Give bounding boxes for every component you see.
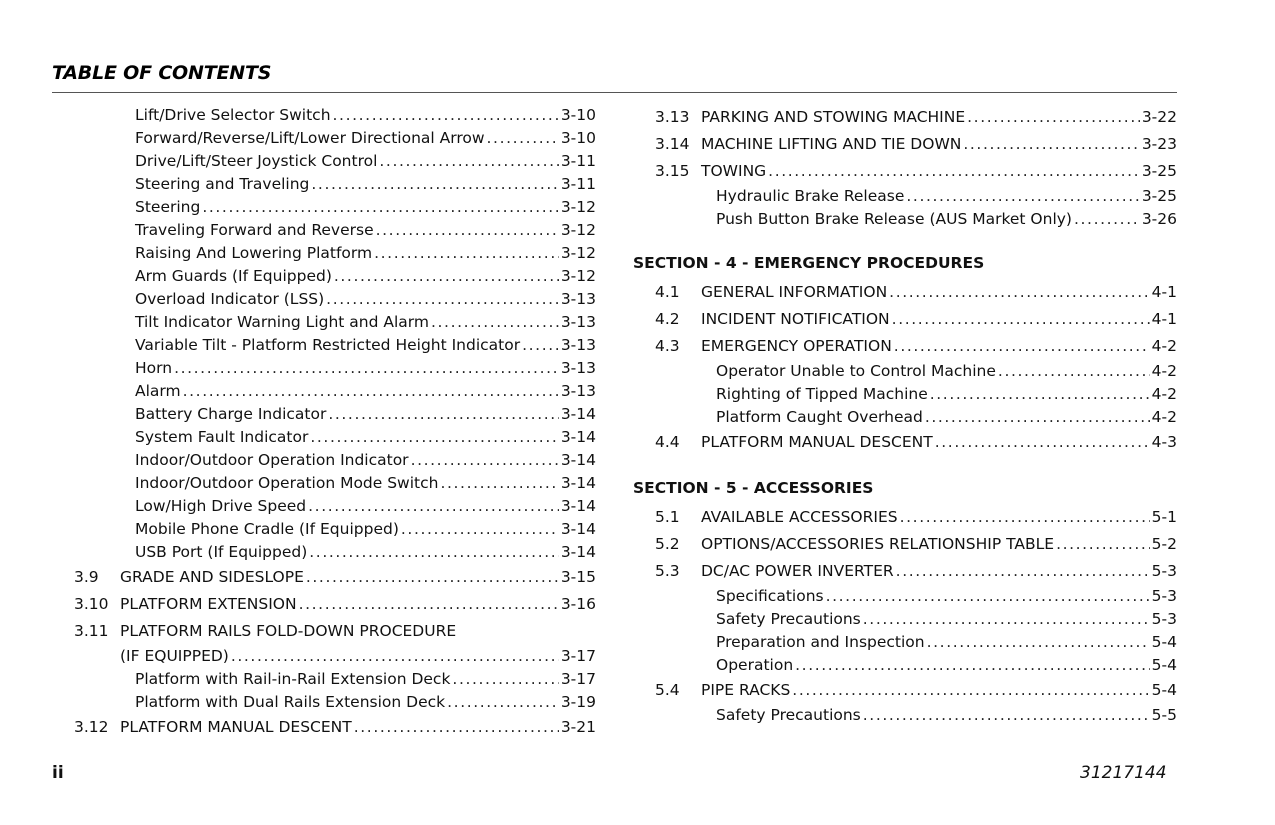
toc-page-number: 4-2 bbox=[1151, 337, 1177, 355]
toc-page-number: 3-21 bbox=[560, 718, 596, 736]
toc-entry[interactable] bbox=[633, 504, 1177, 531]
toc-entry-title: EMERGENCY OPERATION bbox=[701, 337, 892, 355]
toc-entry-title: PLATFORM MANUAL DESCENT bbox=[120, 718, 352, 736]
toc-entry-title: Tilt Indicator Warning Light and Alarm bbox=[135, 313, 429, 331]
toc-page-number: 3-19 bbox=[560, 693, 596, 711]
toc-entry[interactable] bbox=[74, 618, 596, 645]
toc-entry-title: Platform with Dual Rails Extension Deck bbox=[135, 693, 446, 711]
toc-entry-number: 4.3 bbox=[655, 337, 680, 355]
toc-page-number: 3-10 bbox=[560, 106, 596, 124]
dot-leader bbox=[306, 564, 559, 591]
toc-subentry[interactable] bbox=[74, 127, 596, 150]
toc-page-number: 3-13 bbox=[560, 313, 596, 331]
toc-entry-title: USB Port (If Equipped) bbox=[135, 543, 308, 561]
dot-leader bbox=[299, 591, 559, 618]
toc-entry-title: Alarm bbox=[135, 382, 181, 400]
toc-page-number: 3-17 bbox=[560, 647, 596, 665]
dot-leader bbox=[927, 631, 1150, 654]
toc-subentry[interactable] bbox=[633, 585, 1177, 608]
toc-page-number: 3-11 bbox=[560, 175, 596, 193]
toc-subentry[interactable] bbox=[633, 608, 1177, 631]
toc-page-number: 3-13 bbox=[560, 290, 596, 308]
toc-page-number: 3-12 bbox=[560, 244, 596, 262]
dot-leader bbox=[863, 608, 1150, 631]
toc-page-number: 3-14 bbox=[560, 428, 596, 446]
toc-subentry[interactable] bbox=[74, 357, 596, 380]
toc-page-number: 3-14 bbox=[560, 543, 596, 561]
toc-page-number: 5-4 bbox=[1151, 656, 1177, 674]
toc-subentry[interactable] bbox=[74, 104, 596, 127]
section-heading: SECTION - 4 - EMERGENCY PROCEDURES bbox=[633, 254, 985, 272]
toc-entry[interactable] bbox=[74, 564, 596, 591]
toc-page-number: 3-26 bbox=[1141, 210, 1177, 228]
toc-subentry[interactable] bbox=[74, 219, 596, 242]
dot-leader bbox=[447, 691, 559, 714]
toc-entry[interactable] bbox=[633, 306, 1177, 333]
toc-page-number: 5-2 bbox=[1151, 535, 1177, 553]
toc-entry-title: OPTIONS/ACCESSORIES RELATIONSHIP TABLE bbox=[701, 535, 1055, 553]
toc-page-number: 3-13 bbox=[560, 336, 596, 354]
toc-subentry[interactable] bbox=[74, 645, 596, 668]
toc-entry-number: 3.9 bbox=[74, 568, 99, 586]
toc-entry-title: Safety Precautions bbox=[716, 610, 861, 628]
toc-entry-title: PARKING AND STOWING MACHINE bbox=[701, 108, 966, 126]
dot-leader bbox=[334, 265, 559, 288]
dot-leader bbox=[310, 426, 558, 449]
toc-subentry[interactable] bbox=[74, 173, 596, 196]
toc-entry[interactable] bbox=[633, 429, 1177, 456]
toc-entry-title: Mobile Phone Cradle (If Equipped) bbox=[135, 520, 399, 538]
toc-entry[interactable] bbox=[633, 104, 1177, 131]
dot-leader bbox=[376, 219, 559, 242]
toc-entry-title: Drive/Lift/Steer Joystick Control bbox=[135, 152, 378, 170]
dot-leader bbox=[892, 306, 1150, 333]
dot-leader bbox=[326, 288, 559, 311]
dot-leader bbox=[374, 242, 559, 265]
toc-entry-title: Steering and Traveling bbox=[135, 175, 310, 193]
dot-leader bbox=[452, 668, 558, 691]
toc-entry-title: Arm Guards (If Equipped) bbox=[135, 267, 332, 285]
document-number: 31217144 bbox=[1080, 763, 1167, 783]
toc-subentry[interactable] bbox=[74, 196, 596, 219]
toc-entry-title: Lift/Drive Selector Switch bbox=[135, 106, 331, 124]
toc-subentry[interactable] bbox=[74, 334, 596, 357]
dot-leader bbox=[202, 196, 558, 219]
toc-subentry[interactable] bbox=[74, 403, 596, 426]
toc-page-number: 5-3 bbox=[1151, 610, 1177, 628]
toc-subentry[interactable] bbox=[74, 518, 596, 541]
toc-entry-title: Righting of Tipped Machine bbox=[716, 385, 928, 403]
toc-subentry[interactable] bbox=[74, 426, 596, 449]
toc-entry-number: 3.10 bbox=[74, 595, 109, 613]
dot-leader bbox=[894, 333, 1150, 360]
toc-entry-title: DC/AC POWER INVERTER bbox=[701, 562, 894, 580]
toc-entry-title: Forward/Reverse/Lift/Lower Directional Arrow bbox=[135, 129, 485, 147]
toc-entry-title: Raising And Lowering Platform bbox=[135, 244, 373, 262]
dot-leader bbox=[1056, 531, 1150, 558]
toc-entry[interactable] bbox=[633, 131, 1177, 158]
toc-entry-number: 5.4 bbox=[655, 681, 680, 699]
toc-page-number: 3-25 bbox=[1141, 187, 1177, 205]
toc-subentry[interactable] bbox=[74, 150, 596, 173]
toc-entry-title: Hydraulic Brake Release bbox=[716, 187, 905, 205]
toc-entry-title: Operator Unable to Control Machine bbox=[716, 362, 996, 380]
toc-subentry[interactable] bbox=[633, 208, 1177, 231]
toc-entry-number: 5.3 bbox=[655, 562, 680, 580]
toc-right-column bbox=[633, 104, 1177, 727]
dot-leader bbox=[354, 714, 559, 741]
dot-leader bbox=[925, 406, 1150, 429]
toc-subentry[interactable] bbox=[633, 704, 1177, 727]
toc-page-number: 3-14 bbox=[560, 520, 596, 538]
toc-entry-title: Push Button Brake Release (AUS Market Only) bbox=[716, 210, 1072, 228]
toc-entry[interactable] bbox=[633, 558, 1177, 585]
dot-leader bbox=[440, 472, 558, 495]
dot-leader bbox=[333, 104, 559, 127]
toc-entry[interactable] bbox=[74, 714, 596, 741]
toc-entry-title: Safety Precautions bbox=[716, 706, 861, 724]
toc-entry-number: 5.1 bbox=[655, 508, 680, 526]
toc-page-number: 3-14 bbox=[560, 497, 596, 515]
dot-leader bbox=[487, 127, 559, 150]
toc-subentry[interactable] bbox=[74, 541, 596, 564]
toc-page-number: 3-12 bbox=[560, 221, 596, 239]
toc-page-number: 4-2 bbox=[1151, 385, 1177, 403]
toc-entry-title: PLATFORM EXTENSION bbox=[120, 595, 297, 613]
toc-entry-title: INCIDENT NOTIFICATION bbox=[701, 310, 890, 328]
toc-entry-number: 4.1 bbox=[655, 283, 680, 301]
dot-leader bbox=[792, 677, 1149, 704]
dot-leader bbox=[863, 704, 1150, 727]
toc-entry-title: Indoor/Outdoor Operation Indicator bbox=[135, 451, 409, 469]
toc-entry-title: Horn bbox=[135, 359, 173, 377]
toc-page-number: 4-2 bbox=[1151, 362, 1177, 380]
section-heading: SECTION - 5 - ACCESSORIES bbox=[633, 479, 874, 497]
dot-leader bbox=[963, 131, 1139, 158]
dot-leader bbox=[522, 334, 559, 357]
toc-entry-title: Traveling Forward and Reverse bbox=[135, 221, 374, 239]
toc-entry-title: Preparation and Inspection bbox=[716, 633, 925, 651]
dot-leader bbox=[183, 380, 559, 403]
toc-page-number: 3-13 bbox=[560, 382, 596, 400]
toc-subentry[interactable] bbox=[633, 631, 1177, 654]
toc-page-number: 5-3 bbox=[1151, 587, 1177, 605]
toc-entry-title: System Fault Indicator bbox=[135, 428, 309, 446]
toc-left-column bbox=[74, 104, 596, 741]
toc-entry-title: Variable Tilt - Platform Restricted Height Indicator bbox=[135, 336, 521, 354]
dot-leader bbox=[930, 383, 1150, 406]
toc-page-number: 3-23 bbox=[1141, 135, 1177, 153]
dot-leader bbox=[231, 645, 559, 668]
toc-entry-title: PLATFORM RAILS FOLD-DOWN PROCEDURE bbox=[120, 622, 457, 640]
toc-subentry[interactable] bbox=[74, 242, 596, 265]
toc-entry-title: (IF EQUIPPED) bbox=[120, 647, 229, 665]
dot-leader bbox=[379, 150, 558, 173]
toc-entry[interactable] bbox=[633, 531, 1177, 558]
dot-leader bbox=[401, 518, 559, 541]
page-number: ii bbox=[52, 763, 64, 783]
toc-page-number: 3-10 bbox=[560, 129, 596, 147]
toc-page-number: 5-5 bbox=[1151, 706, 1177, 724]
toc-entry-title: Steering bbox=[135, 198, 201, 216]
dot-leader bbox=[308, 495, 559, 518]
toc-entry[interactable] bbox=[74, 591, 596, 618]
toc-page-number: 3-14 bbox=[560, 474, 596, 492]
toc-entry-title: Indoor/Outdoor Operation Mode Switch bbox=[135, 474, 439, 492]
dot-leader bbox=[826, 585, 1150, 608]
toc-subentry[interactable] bbox=[74, 668, 596, 691]
toc-entry-title: Platform with Rail-in-Rail Extension Deck bbox=[135, 670, 451, 688]
toc-page-number: 3-11 bbox=[560, 152, 596, 170]
toc-subentry[interactable] bbox=[74, 691, 596, 714]
toc-page-number: 4-2 bbox=[1151, 408, 1177, 426]
toc-entry-title: PLATFORM MANUAL DESCENT bbox=[701, 433, 933, 451]
toc-entry-title: Overload Indicator (LSS) bbox=[135, 290, 325, 308]
dot-leader bbox=[431, 311, 559, 334]
toc-entry-title: GENERAL INFORMATION bbox=[701, 283, 888, 301]
toc-entry-number: 3.15 bbox=[655, 162, 690, 180]
toc-subentry[interactable] bbox=[633, 383, 1177, 406]
toc-page-number: 3-14 bbox=[560, 405, 596, 423]
toc-page-number: 4-1 bbox=[1151, 283, 1177, 301]
toc-subentry[interactable] bbox=[633, 185, 1177, 208]
toc-page-number: 3-22 bbox=[1141, 108, 1177, 126]
toc-entry-title: Operation bbox=[716, 656, 794, 674]
dot-leader bbox=[896, 558, 1150, 585]
toc-entry-title: Low/High Drive Speed bbox=[135, 497, 307, 515]
toc-entry-number: 3.11 bbox=[74, 622, 109, 640]
toc-subentry[interactable] bbox=[633, 360, 1177, 383]
dot-leader bbox=[935, 429, 1150, 456]
dot-leader bbox=[328, 403, 558, 426]
toc-page-number: 3-17 bbox=[560, 670, 596, 688]
dot-leader bbox=[998, 360, 1150, 383]
toc-subentry[interactable] bbox=[74, 380, 596, 403]
toc-entry-title: Specifications bbox=[716, 587, 824, 605]
toc-page-number: 3-13 bbox=[560, 359, 596, 377]
toc-entry-title: Battery Charge Indicator bbox=[135, 405, 327, 423]
toc-entry-number: 3.12 bbox=[74, 718, 109, 736]
toc-entry-number: 3.14 bbox=[655, 135, 690, 153]
toc-entry[interactable] bbox=[633, 158, 1177, 185]
toc-page-number: 5-3 bbox=[1151, 562, 1177, 580]
toc-entry-number: 4.2 bbox=[655, 310, 680, 328]
toc-page-number: 4-1 bbox=[1151, 310, 1177, 328]
dot-leader bbox=[889, 279, 1150, 306]
toc-entry[interactable] bbox=[633, 677, 1177, 704]
dot-leader bbox=[174, 357, 559, 380]
toc-subentry[interactable] bbox=[74, 288, 596, 311]
toc-page-number: 3-12 bbox=[560, 198, 596, 216]
toc-page-number: 3-14 bbox=[560, 451, 596, 469]
page-title: TABLE OF CONTENTS bbox=[52, 62, 272, 84]
dot-leader bbox=[1074, 208, 1140, 231]
dot-leader bbox=[900, 504, 1150, 531]
toc-page-number: 3-15 bbox=[560, 568, 596, 586]
toc-entry-number: 4.4 bbox=[655, 433, 680, 451]
toc-page-number: 3-12 bbox=[560, 267, 596, 285]
dot-leader bbox=[906, 185, 1139, 208]
title-divider bbox=[52, 92, 1177, 93]
toc-entry-number: 3.13 bbox=[655, 108, 690, 126]
toc-entry-title: GRADE AND SIDESLOPE bbox=[120, 568, 304, 586]
toc-entry-title: PIPE RACKS bbox=[701, 681, 791, 699]
toc-page-number: 3-16 bbox=[560, 595, 596, 613]
toc-page-number: 5-4 bbox=[1151, 681, 1177, 699]
toc-subentry[interactable] bbox=[74, 472, 596, 495]
toc-page-number: 5-1 bbox=[1151, 508, 1177, 526]
toc-entry[interactable] bbox=[633, 279, 1177, 306]
toc-subentry[interactable] bbox=[74, 495, 596, 518]
toc-entry-title: Platform Caught Overhead bbox=[716, 408, 923, 426]
toc-subentry[interactable] bbox=[633, 654, 1177, 677]
toc-entry-title: AVAILABLE ACCESSORIES bbox=[701, 508, 898, 526]
toc-entry[interactable] bbox=[633, 333, 1177, 360]
toc-page-number: 4-3 bbox=[1151, 433, 1177, 451]
toc-entry-title: TOWING bbox=[701, 162, 767, 180]
toc-entry-title: MACHINE LIFTING AND TIE DOWN bbox=[701, 135, 962, 153]
dot-leader bbox=[411, 449, 559, 472]
toc-subentry[interactable] bbox=[74, 265, 596, 288]
dot-leader bbox=[768, 158, 1140, 185]
dot-leader bbox=[311, 173, 558, 196]
toc-subentry[interactable] bbox=[74, 311, 596, 334]
toc-subentry[interactable] bbox=[74, 449, 596, 472]
toc-subentry[interactable] bbox=[633, 406, 1177, 429]
dot-leader bbox=[795, 654, 1150, 677]
toc-page-number: 3-25 bbox=[1141, 162, 1177, 180]
toc-entry-number: 5.2 bbox=[655, 535, 680, 553]
dot-leader bbox=[967, 104, 1140, 131]
dot-leader bbox=[309, 541, 559, 564]
toc-page-number: 5-4 bbox=[1151, 633, 1177, 651]
